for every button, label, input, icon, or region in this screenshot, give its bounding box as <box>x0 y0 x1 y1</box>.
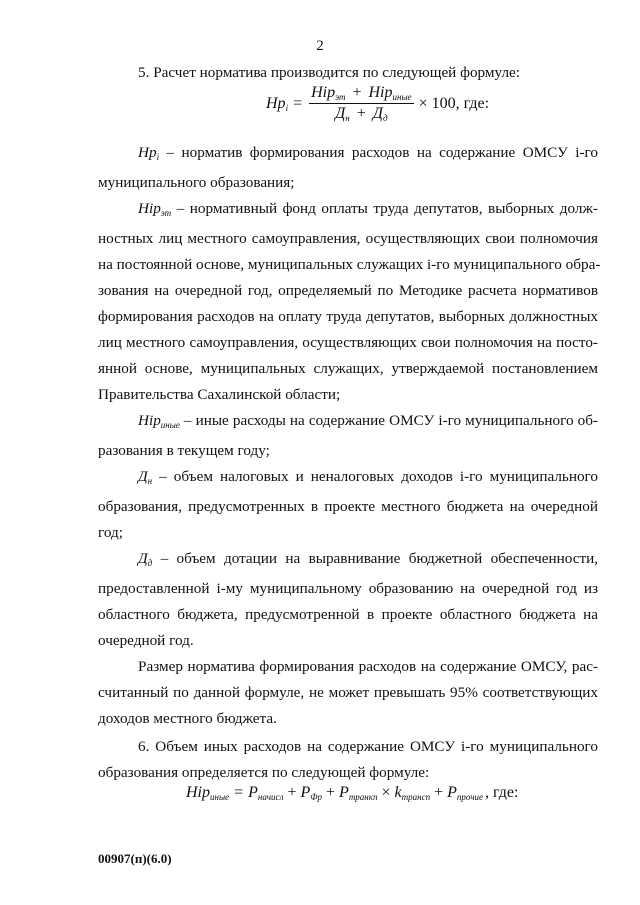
section-5-intro <box>98 60 598 86</box>
formula2-times: × <box>381 784 391 801</box>
formula2-plus: + <box>434 784 444 801</box>
page-number: 2 <box>316 38 324 54</box>
section-5-intro-text: 5. Расчет норматива производится по следующей формуле: <box>138 64 520 81</box>
definition-dn <box>98 464 598 546</box>
definition-hip-et-line: – нормативный фонд оплаты труда депутатов, выборных долж- <box>176 200 598 217</box>
formula2-term-5: $Р_{прочие}$ <box>447 784 483 802</box>
norm-limit-paragraph <box>98 654 598 732</box>
formula2-term-2: $Р_{Фр}$ <box>300 784 322 802</box>
formula2-term-3: $Р_{транкп}$ <box>339 784 378 802</box>
formula-norm-denominator: $Д_н + Д_д$ <box>335 105 388 123</box>
section-6-intro <box>98 734 598 786</box>
definition-hip-et-line: формирования расходов на оплату труда депутатов, выборных должностных <box>98 308 598 325</box>
definition-hp-text-1: – норматив формирования расходов на содержание ОМСУ i-го <box>166 144 599 161</box>
definition-hip-et-line: зования на очередной год, определяемый по Методике расчета нормативов <box>98 282 598 299</box>
formula2-eq: = <box>234 784 244 801</box>
formula-norm <box>266 84 489 123</box>
definition-hip-other-symbol: Нір$_{иные}$ <box>138 412 180 430</box>
formula2-tail: , где: <box>484 784 519 801</box>
definition-hip-et-symbol: Нір$_{эт}$ <box>138 200 172 218</box>
definition-dn-text-1: – объем налоговых и неналоговых доходов i-го муниципального <box>159 468 598 485</box>
definition-hp <box>98 140 598 196</box>
definition-dd-text-4: очередной год. <box>98 632 194 649</box>
definition-hip-other <box>98 408 598 464</box>
definition-hip-et-line: лиц местного самоуправления, осуществляющих свои полномочия на посто- <box>98 334 598 351</box>
norm-limit-text-2: считанный по данной формуле, не может превышать 95% соответствующих <box>98 684 598 701</box>
definition-dd <box>98 546 598 654</box>
definition-dn-symbol: $Д_н$ <box>138 468 153 486</box>
formula-norm-eq: = <box>293 94 303 112</box>
formula-norm-lhs: $Нр_i$ <box>266 94 289 113</box>
formula2-plus: + <box>287 784 297 801</box>
definition-hp-text-2: муниципального образования; <box>98 174 295 191</box>
formula-norm-fraction <box>309 84 413 123</box>
definition-dd-text-2: предоставленной i-му муниципальному образованию на очередной год из <box>98 580 598 597</box>
formula-norm-tail: × 100, где: <box>418 94 490 112</box>
definition-dn-text-2: образования, предусмотренных в проекте местного бюджета на очередной <box>98 498 598 515</box>
document-code: 00907(п)(6.0) <box>98 851 172 866</box>
definition-dd-text-3: областного бюджета, предусмотренной в проекте областного бюджета на <box>98 606 598 623</box>
norm-limit-text-3: доходов местного бюджета. <box>98 710 277 727</box>
definition-hip-et-line: на постоянной основе, муниципальных служащих i-го муниципального обра- <box>98 256 601 273</box>
definition-hip-et <box>98 196 601 408</box>
formula2-lhs: Нір$_{иные}$ <box>186 784 230 802</box>
formula2-term-1: $Р_{начисл}$ <box>248 784 284 802</box>
definition-hp-symbol: $Нр_i$ <box>138 144 160 162</box>
definition-dd-text-1: – объем дотации на выравнивание бюджетной обеспеченности, <box>160 550 599 567</box>
definition-dd-symbol: $Д_д$ <box>138 550 153 568</box>
definition-hip-et-line: ностных лиц местного самоуправления, осуществляющих свои полномочия <box>98 230 598 247</box>
section-6-text-1: 6. Объем иных расходов на содержание ОМСУ i-го муниципального <box>138 738 598 755</box>
definition-hip-other-text-2: разования в текущем году; <box>98 442 270 459</box>
formula2-term-4: $k_{трансп}$ <box>394 784 431 802</box>
definition-dn-text-3: год; <box>98 524 123 541</box>
definition-hip-other-text-1: – иные расходы на содержание ОМСУ i-го муниципального об- <box>183 412 598 429</box>
formula-norm-numerator: Нір$_{эт}$ + Нір$_{иные}$ <box>311 84 412 102</box>
formula2-plus: + <box>326 784 336 801</box>
section-6-text-2: образования определяется по следующей формуле: <box>98 764 430 781</box>
formula-other-expenses <box>186 784 518 802</box>
definition-hip-et-line: янной основе, муниципальных служащих, утверждаемой постановлением <box>98 360 598 377</box>
definition-hip-et-line: Правительства Сахалинской области; <box>98 386 341 403</box>
norm-limit-text-1: Размер норматива формирования расходов на содержание ОМСУ, рас- <box>138 658 598 675</box>
